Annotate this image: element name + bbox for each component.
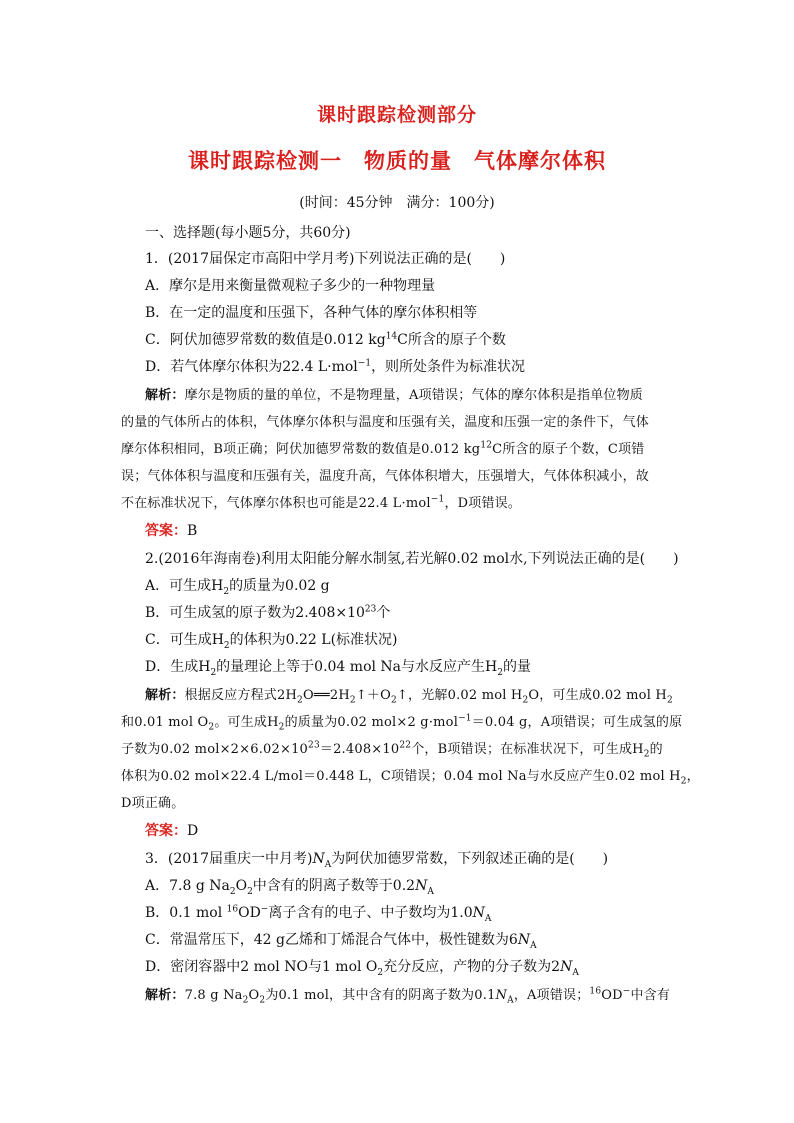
q2-option-a: A．可生成$H_2$的质量为0.02 g xyxy=(145,578,330,597)
q3-explanation: 解析：7.8 g $Na_2O_2$为0.1 mol，其中含有的阴离子数为$0.1N_A$，A项错误；$^{16}$OD−中含有 xyxy=(145,986,671,1006)
q2-explanation-line: D项正确。 xyxy=(121,796,185,811)
time-score-info: (时间：45分钟 满分：100分) xyxy=(299,195,495,211)
q2-option-c: C．可生成$H_2$的体积为0.22 L(标准状况) xyxy=(145,632,398,651)
unit-title: 课时跟踪检测一 物质的量 气体摩尔体积 xyxy=(188,149,606,173)
q3-option-b: B．0.1 mol $^{16}$OD−离子含有的电子、中子数均为$1.0N_A$ xyxy=(145,904,492,924)
q2-explanation-line: 子数为0.02 $mol\times 2\times 6.02\times 10^{23}=2.408\times 10^{22}$个，B项错误；在标准状况下，可生成$H_2$的 xyxy=(121,740,663,760)
q3-stem: 3．(2017届重庆一中月考)$N_A$为阿伏加德罗常数，下列叙述正确的是( ) xyxy=(145,851,609,870)
q1-option-b: B．在一定的温度和压强下，各种气体的摩尔体积相等 xyxy=(145,305,478,321)
q1-option-d: D．若气体摩尔体积为22.4 L·mol$^{-1}$，则所处条件为标准状况 xyxy=(145,358,526,375)
q2-explanation-line: 体积为0.02 mol×22.4 L/mol＝0.448 L，C项错误；0.04 mol Na与水反应产生0.02 mol $H_2$， xyxy=(121,769,700,787)
q1-answer: 答案：B xyxy=(145,523,198,539)
q1-explanation-line: 不在标准状况下，气体摩尔体积也可能是22.4 L·mol$^{-1}$，D项错误。 xyxy=(121,494,522,511)
q2-option-d: D．生成$H_2$的量理论上等于0.04 mol Na与水反应产生$H_2$的量 xyxy=(145,659,531,678)
q2-explanation: 解析：根据反应方程式$2H_2O══2H_2↑+O_2↑$，光解0.02 mol $H_2O$，可生成0.02 mol $H_2$ xyxy=(145,688,673,706)
q1-explanation-line: 的量的气体所占的体积，气体摩尔体积与温度和压强有关，温度和压强一定的条件下，气体 xyxy=(121,415,650,430)
q2-explanation-line: 和0.01 mol $O_2$。可生成$H_2$的质量为0.02 mol×2 g·mol$^{-1}$＝0.04 g，A项错误；可生成氢的原 xyxy=(121,713,683,733)
q1-stem: 1．(2017届保定市高阳中学月考)下列说法正确的是( ) xyxy=(145,251,506,267)
section-heading: 一、选择题(每小题5分，共60分) xyxy=(145,225,351,241)
q1-explanation-line: 摩尔体积相同，B项正确；阿伏加德罗常数的数值是0.012 $kg^{12}C$所含的原子个数，C项错 xyxy=(121,440,645,457)
q1-option-a: A．摩尔是用来衡量微观粒子多少的一种物理量 xyxy=(145,278,436,294)
q2-answer: 答案：D xyxy=(145,823,199,839)
q3-option-c: C．常温常压下，42 g乙烯和丁烯混合气体中，极性键数为$6N_A$ xyxy=(145,932,537,951)
section-title: 课时跟踪检测部分 xyxy=(316,104,477,126)
q3-option-d: D．密闭容器中2 mol NO与1 mol $O_2$充分反应，产物的分子数为$2N_A$ xyxy=(145,959,579,978)
q1-explanation: 解析：摩尔是物质的量的单位，不是物理量，A项错误；气体的摩尔体积是指单位物质 xyxy=(145,388,643,403)
q3-option-a: A．7.8 g $Na_2O_2$中含有的阴离子数等于$0.2N_A$ xyxy=(145,878,434,897)
q1-explanation-line: 误；气体体积与温度和压强有关，温度升高，气体体积增大，压强增大，气体体积减小，故 xyxy=(121,469,650,484)
q2-option-b: B．可生成氢的原子数为$2.408\times 10^{23}$个 xyxy=(145,604,391,621)
q2-stem: 2.(2016年海南卷)利用太阳能分解水制氢,若光解0.02 mol水,下列说法正确的是( ) xyxy=(145,551,679,567)
q1-option-c: C．阿伏加德罗常数的数值是0.012 $kg^{14}C$所含的原子个数 xyxy=(145,331,506,348)
